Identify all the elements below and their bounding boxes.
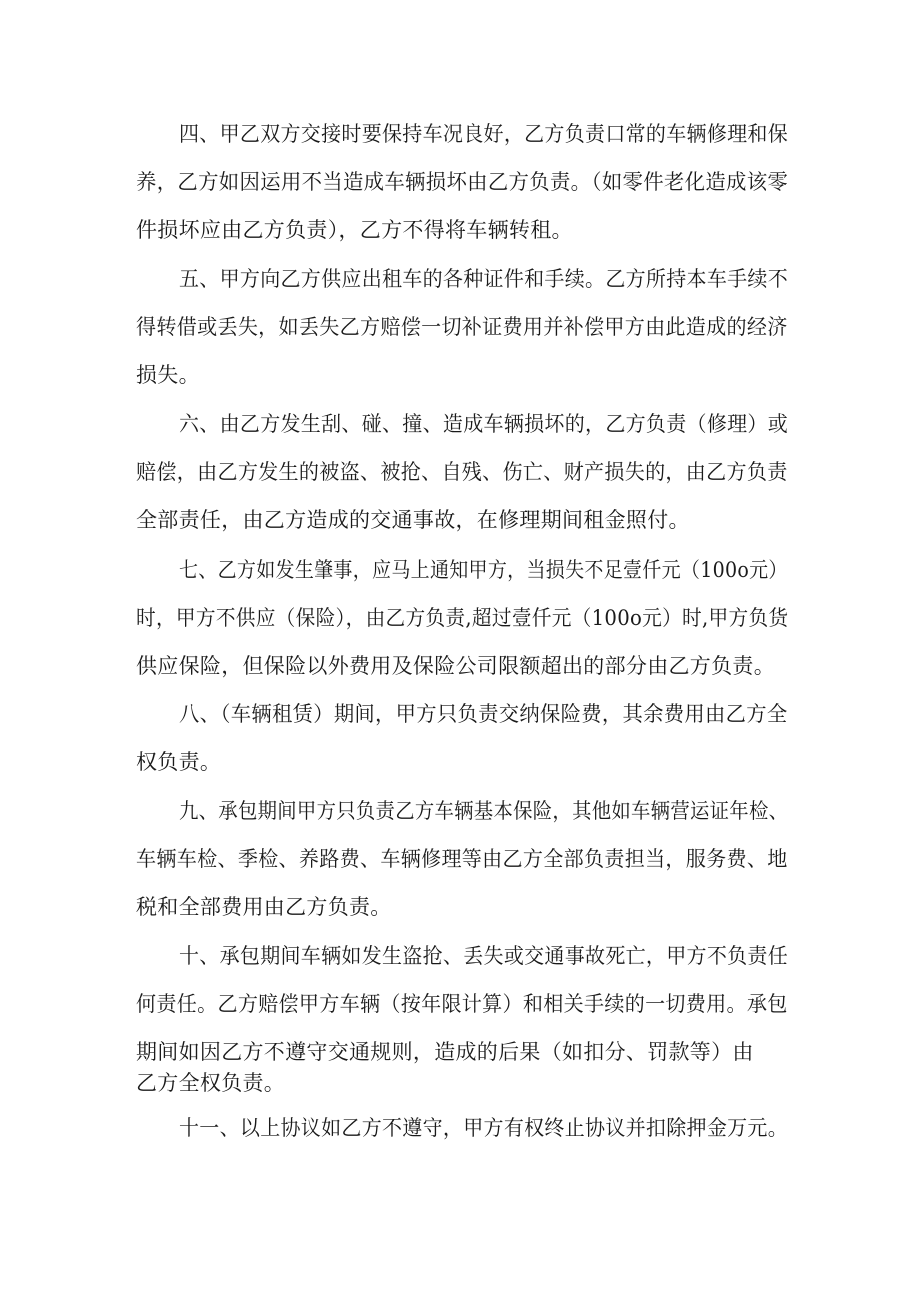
- clause-10-line-4: 乙方全权负责。: [136, 1071, 286, 1095]
- clause-8-line-2: 权负责。: [136, 750, 222, 774]
- clause-4-line-3: 件损坏应由乙方负责），乙方不得将车辆转租。: [136, 218, 573, 242]
- clause-9-line-1: 九、承包期间甲方只负责乙方车辆基本保险，其他如车辆营运证年检、: [179, 799, 789, 823]
- clause-9-line-2: 车辆车检、季检、养路费、车辆修理等由乙方全部负责担当，服务费、地: [136, 847, 788, 871]
- clause-6-line-3: 全部责任，由乙方造成的交通事故，在修理期间租金照付。: [136, 508, 690, 532]
- clause-8-line-1: 八、（车辆租赁）期间，甲方只负责交纳保险费，其余费用由乙方全: [179, 702, 788, 726]
- clause-10-line-2: 何责任。乙方赔偿甲方车辆（按年限计算）和相关手续的一切费用。承包: [136, 992, 788, 1016]
- clause-11-line-1: 十一、以上协议如乙方不遵守，甲方有权终止协议并扣除押金万元。: [179, 1116, 789, 1140]
- clause-9-line-3: 税和全部费用由乙方负责。: [136, 895, 392, 919]
- clause-7-line-3: 供应保险，但保险以外费用及保险公司限额超出的部分由乙方负责。: [136, 654, 775, 678]
- clause-10-line-1: 十、承包期间车辆如发生盗抢、丢失或交通事故死亡，甲方不负责任: [179, 944, 789, 968]
- clause-6-line-2: 赔偿，由乙方发生的被盗、被抢、自残、伤亡、财产损失的，由乙方负责: [136, 460, 788, 484]
- clause-5-line-1: 五、甲方向乙方供应出租车的各种证件和手续。乙方所持本车手续不: [179, 267, 789, 291]
- clause-4-line-2: 养，乙方如因运用不当造成车辆损坏由乙方负责。（如零件老化造成该零: [136, 170, 789, 194]
- clause-7-line-1: 七、乙方如发生肇事，应马上通知甲方，当损失不足壹仟元（100o元）: [179, 558, 788, 582]
- clause-10-line-3: 期间如因乙方不遵守交通规则，造成的后果（如扣分、罚款等）由: [136, 1040, 754, 1064]
- clause-5-line-2: 得转借或丢失，如丢失乙方赔偿一切补证费用并补偿甲方由此造成的经济: [136, 315, 788, 339]
- clause-7-line-2: 时，甲方不供应（保险），由乙方负责,超过壹仟元（100o元）时,甲方负货: [136, 606, 789, 630]
- clause-4-line-1: 四、甲乙双方交接时要保持车况良好，乙方负责口常的车辆修理和保: [179, 122, 789, 146]
- clause-6-line-1: 六、由乙方发生刮、碰、撞、造成车辆损坏的，乙方负责（修理）或: [179, 412, 789, 436]
- clause-5-line-3: 损失。: [136, 363, 200, 387]
